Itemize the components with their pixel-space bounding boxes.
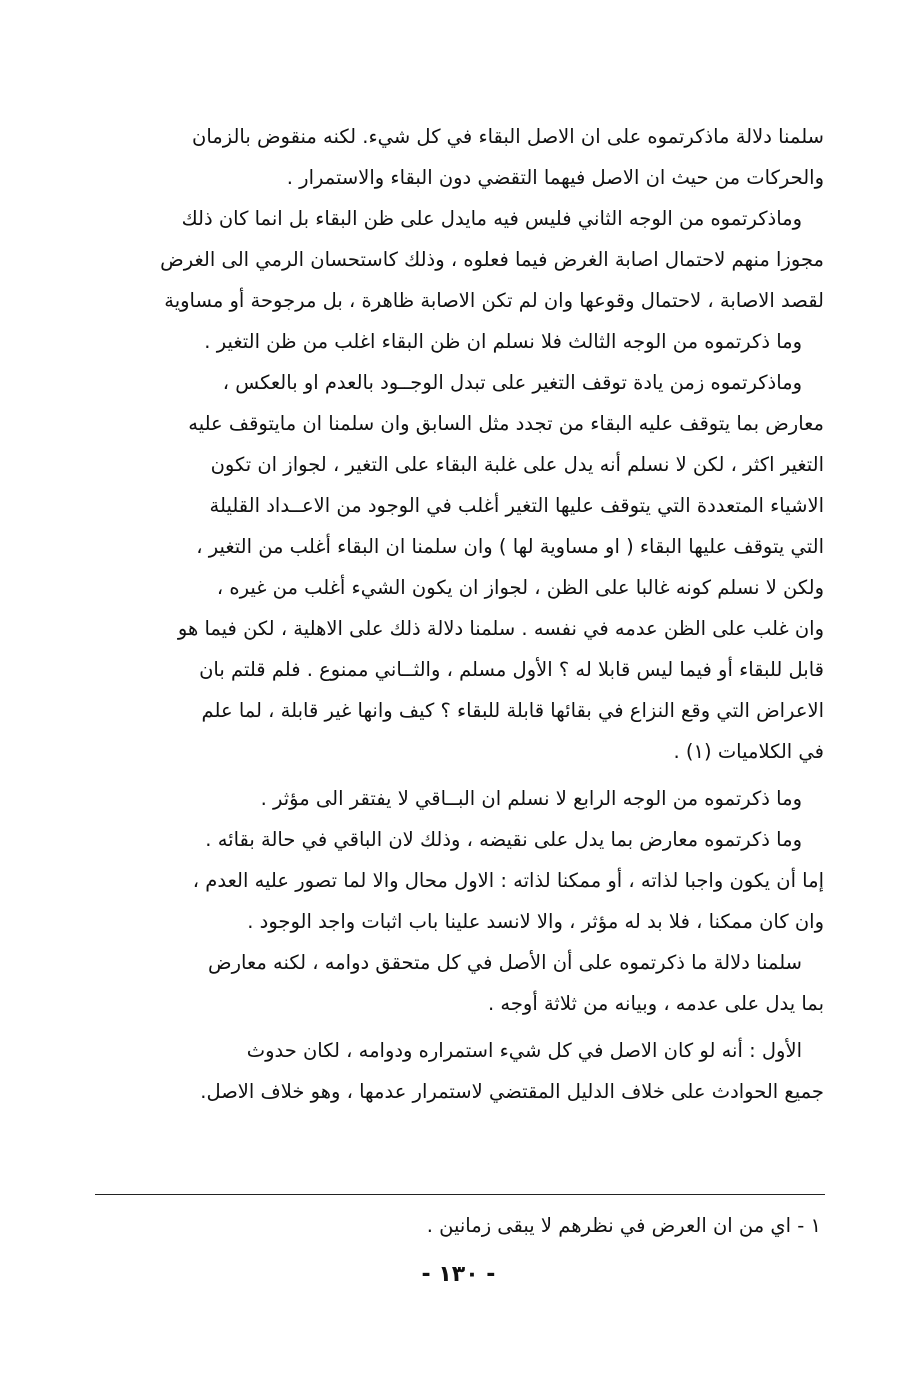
text-line: التي يتوقف عليها البقاء ( او مساوية لها ) وان سلمنا ان البقاء أغلب من التغير ،	[196, 535, 824, 558]
text-line: قابل للبقاء أو فيما ليس قابلا له ؟ الأول مسلم ، والثــاني ممنوع . فلم قلتم بان	[199, 658, 824, 681]
text-line: وان غلب على الظن عدمه في نفسه . سلمنا دلالة ذلك على الاهلية ، لكن فيما هو	[177, 617, 824, 640]
page-body	[64, 116, 824, 1112]
text-line: التغير اكثر ، لكن لا نسلم أنه يدل على غلبة البقاء على التغير ، لجواز ان تكون	[210, 453, 824, 476]
text-line: مجوزا منهم لاحتمال اصابة الغرض فيما فعلوه ، وذلك كاستحسان الرمي الى الغرض	[160, 248, 824, 271]
text-line: بما يدل على عدمه ، وبيانه من ثلاثة أوجه .	[488, 992, 824, 1015]
text-line: وماذكرتموه زمن يادة توقف التغير على تبدل الوجــود بالعدم او بالعكس ،	[222, 371, 802, 394]
text-line: وما ذكرتموه من الوجه الرابع لا نسلم ان البــاقي لا يفتقر الى مؤثر .	[260, 787, 802, 810]
text-line: سلمنا دلالة ماذكرتموه على ان الاصل البقاء في كل شيء. لكنه منقوض بالزمان	[192, 125, 824, 148]
text-line: جميع الحوادث على خلاف الدليل المقتضي لاستمرار عدمها ، وهو خلاف الاصل.	[200, 1080, 824, 1103]
text-line: الأول : أنه لو كان الاصل في كل شيء استمراره ودوامه ، لكان حدوث	[246, 1039, 802, 1062]
text-line: ولكن لا نسلم كونه غالبا على الظن ، لجواز ان يكون الشيء أغلب من غيره ،	[216, 576, 824, 599]
page-number: - ١٣٠ -	[421, 1262, 496, 1287]
footnote: ١ - اي من ان العرض في نظرهم لا يبقى زمانين .	[426, 1214, 821, 1237]
footnote-divider	[95, 1194, 825, 1195]
text-line: وان كان ممكنا ، فلا بد له مؤثر ، والا لانسد علينا باب اثبات واجد الوجود .	[247, 910, 824, 933]
text-line: الاعراض التي وقع النزاع في بقائها قابلة للبقاء ؟ كيف وانها غير قابلة ، لما علم	[201, 699, 824, 722]
text-line: الاشياء المتعددة التي يتوقف عليها التغير أغلب في الوجود من الاعــداد القليلة	[209, 494, 824, 517]
text-line: وماذكرتموه من الوجه الثاني فليس فيه مايدل على ظن البقاء بل انما كان ذلك	[181, 207, 802, 230]
text-line: وما ذكرتموه من الوجه الثالث فلا نسلم ان ظن البقاء اغلب من ظن التغير .	[204, 330, 802, 353]
text-line: إما أن يكون واجبا لذاته ، أو ممكنا لذاته : الاول محال والا لما تصور عليه العدم ،	[192, 869, 824, 892]
text-line: وما ذكرتموه معارض بما يدل على نقيضه ، وذلك لان الباقي في حالة بقائه .	[205, 828, 802, 851]
text-line: سلمنا دلالة ما ذكرتموه على أن الأصل في كل متحقق دوامه ، لكنه معارض	[208, 951, 802, 974]
text-line: في الكلاميات (١) .	[673, 740, 824, 763]
text-line: والحركات من حيث ان الاصل فيهما التقضي دون البقاء والاستمرار .	[286, 166, 824, 189]
text-line: لقصد الاصابة ، لاحتمال وقوعها وان لم تكن الاصابة ظاهرة ، بل مرجوحة أو مساوية	[164, 289, 824, 312]
text-line: معارض بما يتوقف عليه البقاء من تجدد مثل السابق وان سلمنا ان مايتوقف عليه	[188, 412, 824, 435]
